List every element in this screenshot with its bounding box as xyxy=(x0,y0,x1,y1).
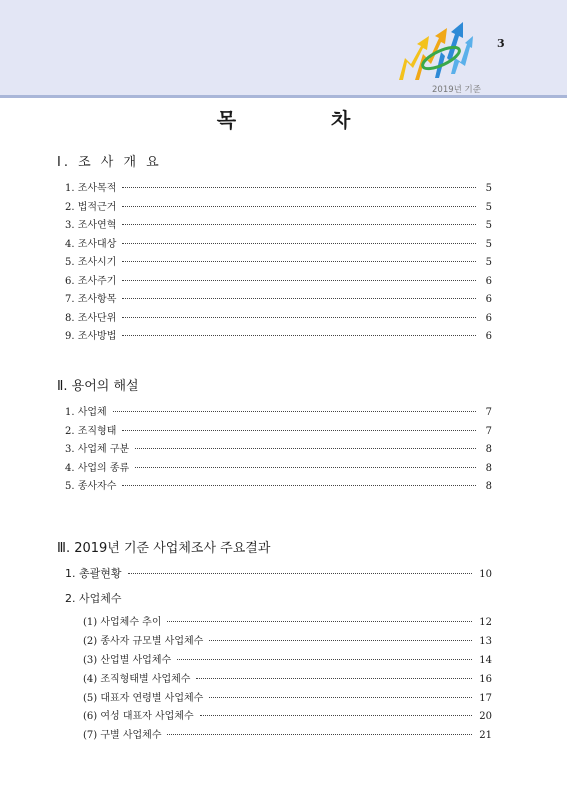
toc-entry[interactable] xyxy=(65,422,492,441)
toc-entry-label: (1) 사업체수 추이 xyxy=(83,617,162,628)
dot-leader xyxy=(122,485,476,486)
toc-entry-page: 5 xyxy=(485,220,492,231)
dot-leader xyxy=(167,621,472,622)
toc-entry[interactable] xyxy=(83,726,492,745)
toc-entry-page: 6 xyxy=(485,312,492,324)
toc-entry-page: 6 xyxy=(485,331,492,342)
toc-entry[interactable] xyxy=(65,309,492,328)
dot-leader xyxy=(135,467,476,468)
toc-entry[interactable] xyxy=(65,440,492,459)
rising-arrows-logo-icon xyxy=(395,18,475,83)
section-title: Ⅱ. 용어의 해설 xyxy=(57,379,139,394)
dot-leader xyxy=(122,280,476,281)
dot-leader xyxy=(113,411,476,412)
dot-leader xyxy=(209,697,472,698)
toc-entry-page: 7 xyxy=(485,407,492,418)
toc-entry-page: 5 xyxy=(485,238,492,250)
toc-entry-label: (3) 산업별 사업체수 xyxy=(83,654,172,666)
toc-list xyxy=(65,179,492,346)
toc-entry[interactable] xyxy=(65,272,492,291)
toc-entry-label: 1. 사업체 xyxy=(65,407,107,418)
toc-entry-page: 8 xyxy=(485,481,492,492)
toc-entry-label: (4) 조직형태별 사업체수 xyxy=(83,673,191,685)
toc-entry[interactable] xyxy=(83,707,492,726)
dot-leader xyxy=(196,678,472,679)
toc-entry[interactable] xyxy=(65,179,492,198)
subsection-label: 1. 총괄현황 xyxy=(65,567,122,580)
page-header xyxy=(0,0,567,95)
toc-title: 목 차 xyxy=(216,108,395,132)
toc-entry[interactable] xyxy=(65,253,492,272)
toc-entry-page: 5 xyxy=(485,183,492,194)
toc-entry[interactable] xyxy=(83,670,492,689)
toc-entry-page: 5 xyxy=(485,201,492,213)
toc-entry[interactable] xyxy=(65,290,492,309)
dot-leader xyxy=(177,659,472,660)
toc-entry-label: 2. 법적근거 xyxy=(65,201,117,213)
toc-entry-page: 6 xyxy=(485,294,492,305)
toc-entry-page: 16 xyxy=(479,673,492,685)
toc-entry-label: (5) 대표자 연령별 사업체수 xyxy=(83,692,204,704)
page-number: 3 xyxy=(497,37,505,50)
dot-leader xyxy=(200,715,472,716)
dot-leader xyxy=(167,734,472,735)
toc-entry-label: 4. 조사대상 xyxy=(65,238,117,250)
toc-entry-label: 8. 조사단위 xyxy=(65,312,117,324)
toc-entry-label: (7) 구별 사업체수 xyxy=(83,730,162,742)
dot-leader xyxy=(122,317,476,318)
dot-leader xyxy=(122,187,476,188)
toc-entry-label: 7. 조사항목 xyxy=(65,294,117,305)
toc-entry[interactable] xyxy=(65,235,492,254)
toc-entry-label: (2) 종사자 규모별 사업체수 xyxy=(83,635,204,647)
header-divider xyxy=(0,95,567,98)
toc-entry[interactable] xyxy=(83,689,492,708)
toc-entry-page: 12 xyxy=(479,617,492,628)
toc-entry[interactable] xyxy=(65,216,492,235)
dot-leader xyxy=(135,448,476,449)
toc-entry-label: 5. 조사시기 xyxy=(65,257,117,268)
toc-entry-label: 1. 조사목적 xyxy=(65,183,117,194)
toc-entry-label: 6. 조사주기 xyxy=(65,275,117,287)
toc-list xyxy=(65,403,492,496)
dot-leader xyxy=(122,430,476,431)
dot-leader xyxy=(122,224,476,225)
dot-leader xyxy=(122,243,476,244)
toc-entry-label: 3. 사업체 구분 xyxy=(65,444,130,455)
toc-entry-label: 2. 조직형태 xyxy=(65,425,117,437)
dot-leader xyxy=(209,640,472,641)
subsection-label: 2. 사업체수 xyxy=(65,592,122,605)
year-label: 2019년 기준 xyxy=(432,85,481,95)
dot-leader xyxy=(122,261,476,262)
dot-leader xyxy=(122,335,476,336)
dot-leader xyxy=(122,298,476,299)
toc-entry[interactable] xyxy=(83,632,492,651)
dot-leader xyxy=(128,573,473,574)
toc-entry-page: 17 xyxy=(479,692,492,704)
toc-entry-page: 8 xyxy=(485,462,492,474)
toc-entry-page: 8 xyxy=(485,444,492,455)
toc-entry-page: 20 xyxy=(479,711,492,723)
toc-entry[interactable] xyxy=(83,651,492,670)
toc-entry-page: 14 xyxy=(479,654,492,666)
toc-entry[interactable] xyxy=(65,198,492,217)
toc-entry-label: 4. 사업의 종류 xyxy=(65,462,130,474)
toc-entry-page: 7 xyxy=(485,425,492,437)
toc-entry-page: 5 xyxy=(485,257,492,268)
toc-entry-page: 13 xyxy=(479,635,492,647)
subsection-heading[interactable] xyxy=(65,565,492,581)
dot-leader xyxy=(122,206,476,207)
toc-entry-label: 5. 종사자수 xyxy=(65,481,117,492)
toc-entry[interactable] xyxy=(65,327,492,346)
subsection-heading[interactable] xyxy=(65,590,122,606)
toc-entry[interactable] xyxy=(83,613,492,632)
toc-entry-label: 9. 조사방법 xyxy=(65,331,117,342)
section-title: Ⅲ. 2019년 기준 사업체조사 주요결과 xyxy=(57,541,271,556)
toc-entry-label: (6) 여성 대표자 사업체수 xyxy=(83,711,194,723)
subsection-page: 10 xyxy=(479,569,492,580)
toc-entry[interactable] xyxy=(65,477,492,496)
toc-entry-label: 3. 조사연혁 xyxy=(65,220,117,231)
toc-entry[interactable] xyxy=(65,403,492,422)
toc-entry-page: 6 xyxy=(485,275,492,287)
toc-entry[interactable] xyxy=(65,459,492,478)
toc-entry-page: 21 xyxy=(479,730,492,742)
toc-list xyxy=(83,613,492,745)
section-title: Ⅰ. 조 사 개 요 xyxy=(57,155,162,170)
